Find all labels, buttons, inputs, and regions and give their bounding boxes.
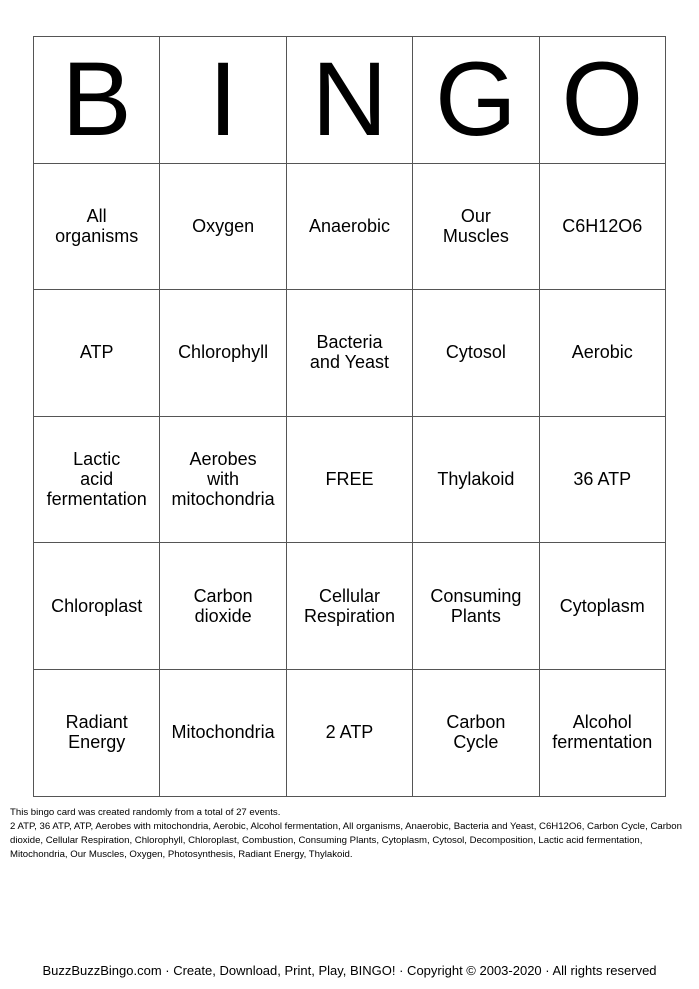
cell-label: Chloroplast — [51, 595, 143, 616]
card-cell — [286, 290, 412, 417]
card-cell — [539, 290, 665, 417]
card-cell — [160, 669, 286, 796]
cell-label: C6H12O6 — [562, 215, 643, 236]
card-cell — [34, 163, 160, 290]
card-cell — [413, 543, 539, 670]
cell-label: Chlorophyll — [178, 342, 269, 363]
cell-label: Cytoplasm — [559, 595, 645, 616]
cell-label: Oxygen — [192, 215, 255, 236]
cell-label: FREE — [325, 469, 374, 490]
header-letter: I — [160, 37, 286, 164]
header-letter: N — [286, 37, 412, 164]
header-row — [34, 37, 666, 164]
header-letter: O — [539, 37, 665, 164]
cell-label: Cytosol — [445, 342, 506, 363]
header-letter: B — [34, 37, 160, 164]
cell-label: All organisms — [55, 205, 139, 246]
cell-label: Aerobes with mitochondria — [171, 449, 275, 510]
cell-label: Carbon dioxide — [193, 585, 253, 626]
card-cell — [160, 163, 286, 290]
cell-label: Consuming Plants — [430, 585, 522, 626]
cell-label: Alcohol fermentation — [552, 712, 653, 753]
card-cell — [539, 163, 665, 290]
card-cell — [286, 543, 412, 670]
card-cell — [413, 290, 539, 417]
card-cell — [286, 416, 412, 543]
card-cell — [34, 543, 160, 670]
cell-label: Aerobic — [571, 342, 633, 363]
card-cell — [34, 290, 160, 417]
cell-label: 2 ATP — [325, 722, 374, 743]
card-cell — [413, 669, 539, 796]
cell-label: Radiant Energy — [65, 712, 128, 753]
bingo-card — [33, 36, 666, 797]
card-row — [34, 416, 666, 543]
card-cell — [34, 416, 160, 543]
card-cell — [539, 543, 665, 670]
card-cell — [539, 416, 665, 543]
card-row — [34, 163, 666, 290]
cell-label: Mitochondria — [171, 722, 275, 743]
card-row — [34, 669, 666, 796]
cell-label: Cellular Respiration — [303, 585, 395, 626]
cell-label: Bacteria and Yeast — [309, 332, 390, 373]
card-row — [34, 543, 666, 670]
cell-label: Lactic acid fermentation — [46, 449, 147, 510]
header-letter: G — [413, 37, 539, 164]
card-info-events: 2 ATP, 36 ATP, ATP, Aerobes with mitochondria, Aerobic, Alcohol fermentation, All organisms, Anaerobic, Bacteria and Yeast, C6H12O6, Carbon Cycle, Carbon dioxide, Cellular Respiration, Chlorophyll, Chloroplast, Combustion, Consuming Plants, Cytoplasm, Cytosol, Decomposition, Lactic acid fermentation, Mitochondria, Our Muscles, Oxygen, Photosynthesis, Radiant Energy, Thylakoid. — [10, 821, 682, 860]
card-cell — [413, 163, 539, 290]
card-cell — [160, 543, 286, 670]
card-cell — [34, 669, 160, 796]
card-cell — [286, 669, 412, 796]
footer: BuzzBuzzBingo.com · Create, Download, Print, Play, BINGO! · Copyright © 2003-2020 · All rights reserved — [42, 963, 657, 978]
card-cell — [286, 163, 412, 290]
card-cell — [160, 416, 286, 543]
card-cell — [160, 290, 286, 417]
cell-label: Carbon Cycle — [446, 712, 506, 753]
card-info-summary: This bingo card was created randomly from a total of 27 events. — [10, 807, 281, 818]
cell-label: Anaerobic — [308, 215, 390, 236]
cell-label: ATP — [79, 342, 114, 363]
card-info — [10, 806, 695, 862]
cell-label: Our Muscles — [442, 205, 509, 246]
cell-label: 36 ATP — [573, 469, 632, 490]
cell-label: Thylakoid — [437, 469, 515, 490]
card-row — [34, 290, 666, 417]
card-cell — [539, 669, 665, 796]
card-cell — [413, 416, 539, 543]
